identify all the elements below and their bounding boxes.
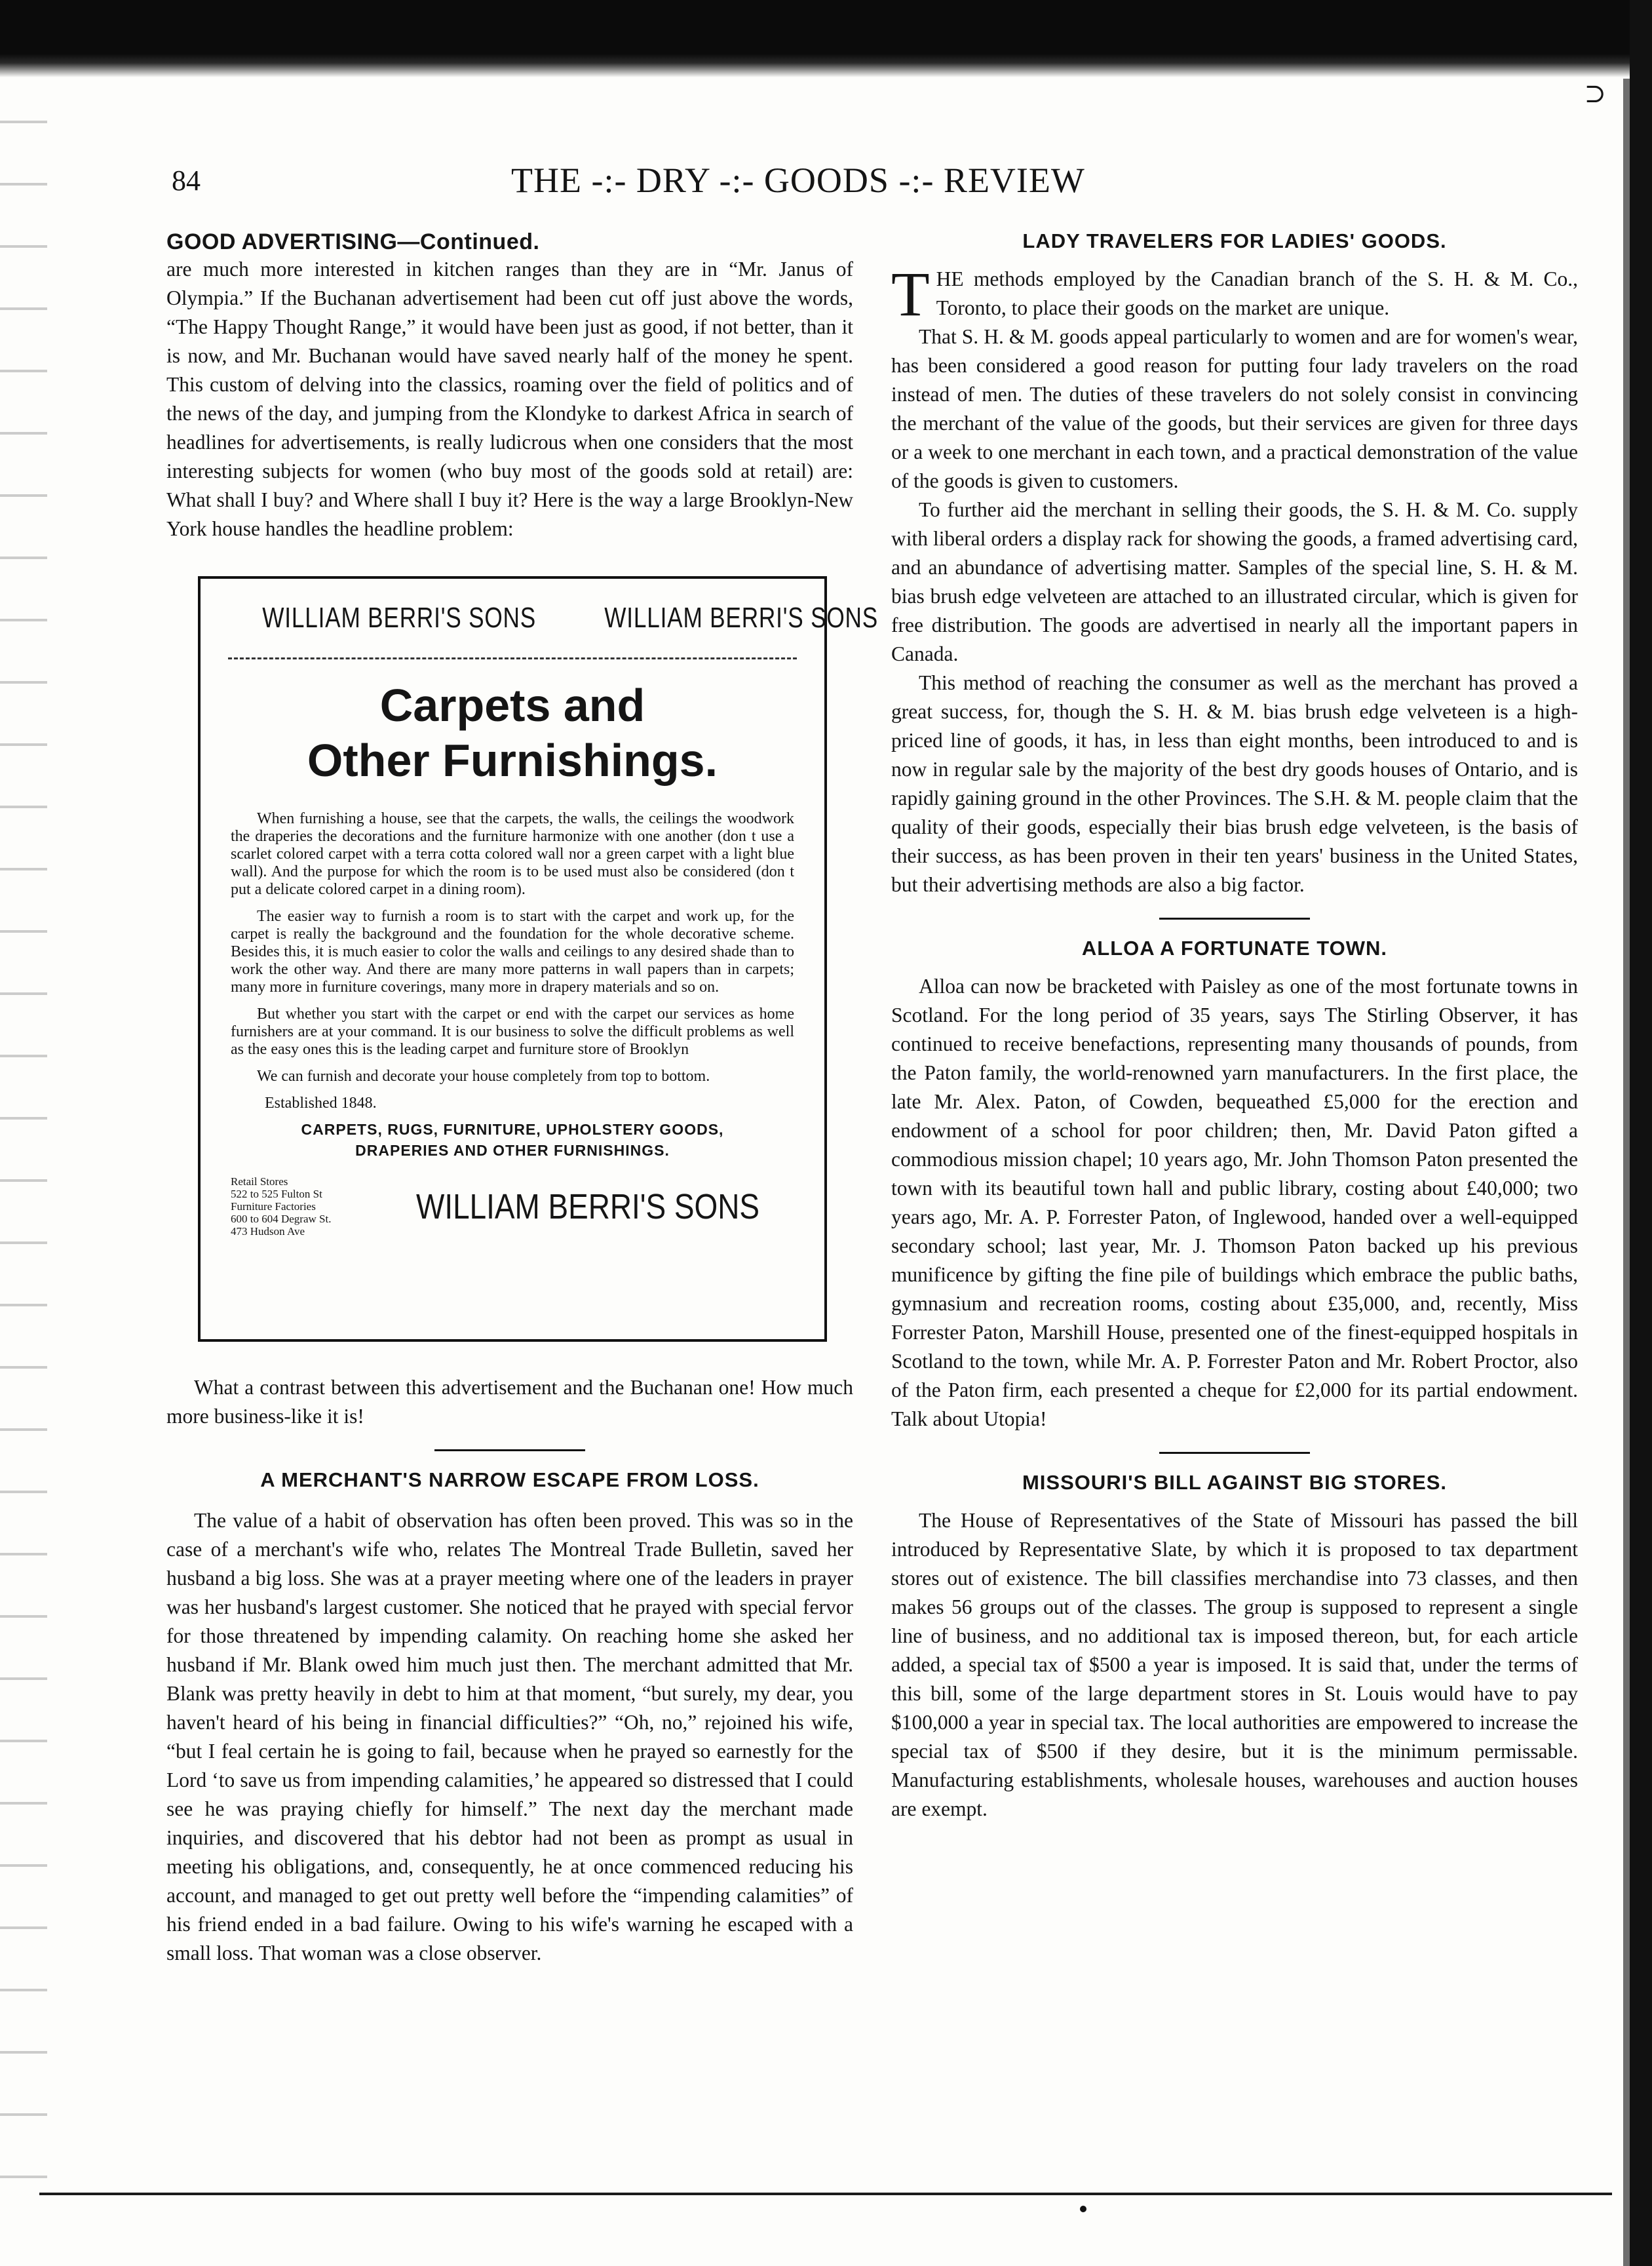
section-separator (1159, 1452, 1310, 1454)
ad-caps-line-1: CARPETS, RUGS, FURNITURE, UPHOLSTERY GOODS, (301, 1121, 724, 1138)
paragraph: Alloa can now be bracketed with Paisley as one of the most fortunate towns in Scotland. For the long period of 35 years, says The Stirling Observer, it has continued to receive benefactions, representing many thousands of pounds, from the Paton family, the world-renowned yarn manufacturers. In the first place, the late Mr. Alex. Paton, of Cowden, bequeathed £5,000 for the erection and endowment of a school for poor children; then, Mr. David Paton gifted a commodious mission chapel; 10 years ago, Mr. John Thomson Paton presented the town with its beautiful town hall and public library, costing about £40,000; two years ago, Mr. A. P. Forrester Paton, of Inglewood, handed over a well-equipped secondary school; last year, Mr. J. Thomson Paton backed up his previous munificence by gifting the fine pile of buildings which embrace the public baths, gymnasium and recreation rooms, costing about £35,000, and, recently, Miss Forrester Paton, Marshill House, presented one of the finest-equipped hospitals in Scotland to the town, while Mr. A. P. Forrester Paton and Mr. Robert Proctor, also of the Paton firm, each presented a cheque for £2,000 for its partial endowment. Talk about Utopia! (891, 975, 1578, 1430)
ad-paragraph: The easier way to furnish a room is to start with the carpet and work up, for the carpet is really the background and the foundation for the whole decorative scheme. Besides this, it is much easier to color the walls and ceilings to any desired shade than to work the other way. And there are many more patterns in wall papers than in carpets; many more in furniture coverings, many more in drapery materials and so on. (231, 908, 794, 996)
paragraph (891, 259, 1578, 329)
masthead: THE -:- DRY -:- GOODS -:- REVIEW (511, 161, 1085, 200)
ad-paragraph: We can furnish and decorate your house completely from top to bottom. (257, 1068, 710, 1085)
bottom-rule (39, 2193, 1612, 2195)
scan-top-border (0, 0, 1652, 77)
scan-right-border (1630, 0, 1652, 2266)
paragraph: That S. H. & M. goods appeal particularly to women and are for women's wear, has been considered a good reason for putting four lady travelers on the road instead of men. The duties of these travelers do not solely consist in convincing the merchant of the value of the goods, but their services are given for three days or a week to one merchant in each town, and a practical demonstration of the value of the goods is given to customers. (891, 325, 1578, 492)
right-column (891, 229, 1578, 1824)
section-heading-alloa: ALLOA A FORTUNATE TOWN. (1081, 937, 1388, 960)
paragraph: The value of a habit of observation has often been proved. This was so in the case of a merchant's wife who, relates The Montreal Trade Bulletin, saved her husband a big loss. She was at a prayer meeting where one of the leaders in prayer was her husband's largest customer. She noticed that he prayed with special fervor for those threatened by impending calamity. On reaching home she asked her husband if Mr. Blank owed him much just then. The merchant admitted that Mr. Blank was pretty heavily in debt to him at that moment, “but surely, my dear, you haven't heard of his being in financial difficulties?” “Oh, no,” rejoined his wife, “but I feal certain he is going to fail, because when he prayed so earnestly for the Lord ‘to save us from impending calamities,’ he appeared so distressed that I could see he was praying chiefly for himself.” The next day the merchant made inquiries, and discovered that his debtor had not been as prompt as usual in meeting his obligations, and, consequently, he at once commenced reducing his account, and managed to get out pretty well before the “impending calamities” of his friend ended in a bad failure. Owing to his wife's warning he escaped with a small loss. That woman was a close observer. (166, 1509, 853, 1964)
bottom-dot (1080, 2206, 1086, 2212)
corner-mark: ⊃ (1584, 79, 1606, 109)
ad-store-addresses: Retail Stores 522 to 525 Fulton St Furniture Factories 600 to 604 Degraw St. 473 Hudson Ave (231, 1175, 332, 1238)
ad-caps-line-2: DRAPERIES AND OTHER FURNISHINGS. (355, 1142, 670, 1159)
section-heading-missouri: MISSOURI'S BILL AGAINST BIG STORES. (1022, 1471, 1448, 1494)
scan-left-specks (0, 98, 47, 2229)
ad-footer (231, 1175, 794, 1238)
section-heading-lady-travelers: LADY TRAVELERS FOR LADIES' GOODS. (1022, 229, 1447, 252)
paragraph: are much more interested in kitchen ranges than they are in “Mr. Janus of Olympia.” If the Buchanan advertisement had been cut off just above the words, “The Happy Thought Range,” it would have been just as good, if not better, than it is now, and Mr. Buchanan would have saved nearly half of the money he spent. This custom of delving into the classics, roaming over the field of politics and of the news of the day, and jumping from the Klondyke to darkest Africa in search of headlines for advertisements, is really ludicrous when one considers that the most interesting subjects for women (who buy most of the goods sold at retail) are: What shall I buy? and Where shall I buy it? Here is the way a large Brooklyn-New York house handles the headline problem: (166, 258, 853, 540)
left-column (166, 229, 879, 1968)
ad-paragraph: When furnishing a house, see that the carpets, the walls, the ceilings the woodwork the draperies the decorations and the furniture harmonize with one another (don t use a scarlet colored carpet with a terra cotta colored wall nor a green carpet with a light blue wall). And the purpose for which the room is to be used must also be considered (don t put a delicate colored carpet in a dining room). (231, 810, 794, 898)
ad-title-line-2: Other Furnishings. (307, 735, 718, 786)
ad-paragraph: But whether you start with the carpet or end with the carpet our services as home furnishers are at your command. It is our business to solve the difficult problems as well as the easy ones this is the leading carpet and furniture store of Brooklyn (231, 1006, 794, 1058)
section-heading-good-advertising: GOOD ADVERTISING—Continued. (166, 229, 540, 254)
paragraph: To further aid the merchant in selling their goods, the S. H. & M. Co. supply with liberal orders a display rack for showing the goods, a framed advertising card, and an abundance of advertising matter. Samples of the special line, S. H. & M. bias brush edge velveteen are attached to an illustrated circular, which is given for free distribution. The goods are advertised in nearly all the important papers in Canada. (891, 498, 1578, 665)
ad-established: Established 1848. (265, 1095, 377, 1112)
ad-title-line-1: Carpets and (379, 680, 645, 731)
drop-cap: T (891, 259, 930, 329)
scan-right-shadow (1623, 79, 1630, 2266)
section-heading-merchants-escape: A MERCHANT'S NARROW ESCAPE FROM LOSS. (260, 1468, 759, 1491)
advertisement-box (198, 576, 879, 1342)
section-separator (1159, 918, 1310, 920)
paragraph-text: HE methods employed by the Canadian branch of the S. H. & M. Co., Toronto, to place their goods on the market are unique. (936, 267, 1578, 319)
ad-header-name-left: WILLIAM BERRI'S SONS (262, 602, 537, 634)
ad-title (231, 678, 794, 788)
page-number: 84 (172, 165, 201, 197)
ad-footer-name: WILLIAM BERRI'S SONS (416, 1186, 759, 1226)
paragraph: The House of Representatives of the State of Missouri has passed the bill introduced by Representative Slate, by which it is proposed to tax department stores out of existence. The bill classifies merchandise into 73 classes, and then makes 56 groups out of the classes. The group is supposed to represent a single line of business, and no additional tax is imposed thereon, but, for each article added, a special tax of $500 a year is imposed. It is said that, under the terms of this bill, some of the large department stores in St. Louis would have to pay $100,000 a year in special tax. The local authorities are empowered to increase the special tax of $500 if they desire, but it is the minimum permissable. Manufacturing establishments, wholesale houses, warehouses and auction houses are exempt. (891, 1509, 1578, 1820)
section-separator (434, 1449, 585, 1451)
ad-header (228, 579, 879, 659)
ad-header-name-right: WILLIAM BERRI'S SONS (604, 602, 879, 634)
paragraph: This method of reaching the consumer as well as the merchant has proved a great success, for, though the S. H. & M. bias brush edge velveteen is a high-priced line of goods, it has, in less than eight months, been introduced to and is now in regular sale by the majority of the best dry goods houses of Ontario, and is rapidly gaining ground in the other Provinces. The S.H. & M. people claim that the quality of their goods, especially their bias brush edge velveteen, is the basis of their success, as has been proven in their ten years' business in the United States, but their advertising methods are also a big factor. (891, 671, 1578, 896)
paragraph: What a contrast between this advertisement and the Buchanan one! How much more business-like it is! (166, 1376, 853, 1428)
